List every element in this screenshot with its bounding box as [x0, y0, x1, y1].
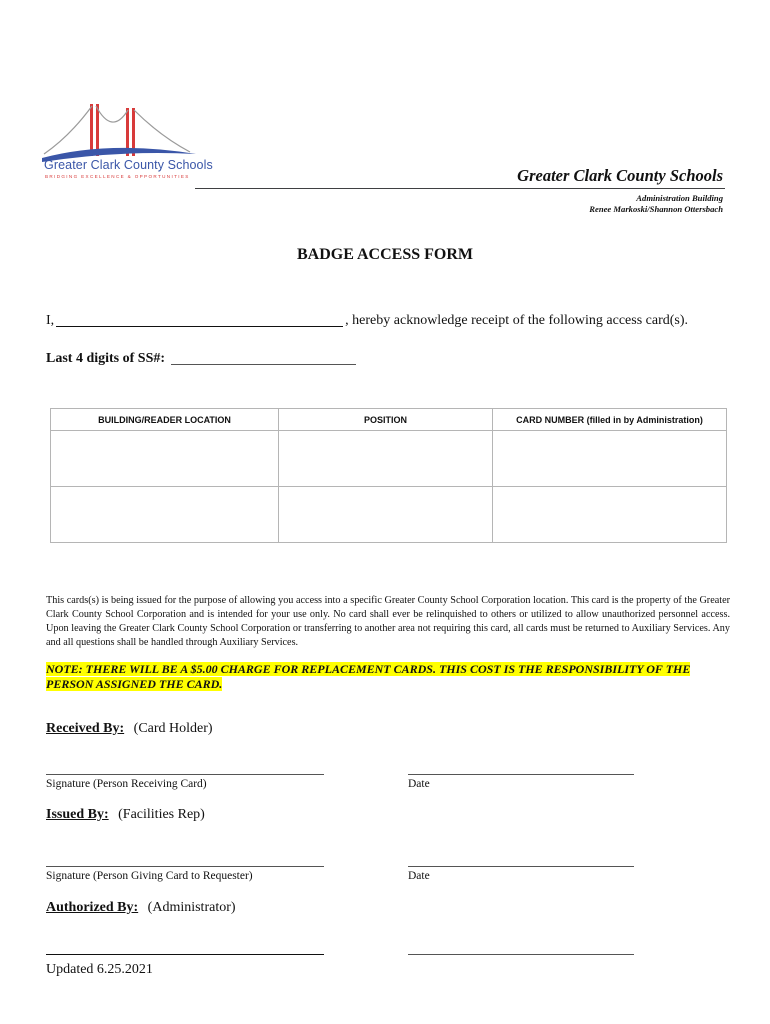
issued-signature-caption: Signature (Person Giving Card to Requester): [46, 870, 253, 882]
form-title: BADGE ACCESS FORM: [296, 246, 474, 263]
table-cell[interactable]: [51, 487, 279, 543]
replacement-note: [46, 662, 730, 692]
org-building: Administration Building: [636, 193, 723, 203]
ss-line: [46, 350, 356, 367]
issued-by-role: (Facilities Rep): [118, 807, 205, 822]
table-cell[interactable]: [279, 487, 493, 543]
col-card-number: CARD NUMBER (filled in by Administration): [493, 409, 727, 431]
bridge-logo-icon: [40, 96, 200, 166]
table-row: [51, 431, 727, 487]
district-logo: [40, 96, 200, 186]
received-by-role: (Card Holder): [133, 721, 213, 736]
issued-by-label: Issued By:: [46, 807, 109, 822]
header-divider: [195, 188, 725, 189]
terms-paragraph: This cards(s) is being issued for the purpose of allowing you access into a specific Greater County School Corporation location. This card is the property of the Greater Clark County School Corporation and is intended for your use only. No card shall ever be relinquished to others or utilized to allow unauthorized personnel access. Upon leaving the Greater Clark County School Corporation or transferring to another area not requiring this card, all cards must be returned to Auxiliary Services. Any and all questions shall be handled through Auxiliary Services.: [46, 595, 730, 648]
received-date-caption: Date: [408, 778, 430, 790]
org-title: Greater Clark County Schools: [517, 166, 723, 185]
note-highlight: NOTE: THERE WILL BE A $5.00 CHARGE FOR REPLACEMENT CARDS. THIS COST IS THE RESPONSIBILITY OF THE PERSON ASSIGNED THE CARD.: [46, 662, 691, 691]
acknowledge-line: [46, 311, 688, 329]
ss-blank-field[interactable]: [171, 350, 356, 365]
ack-suffix: , hereby acknowledge receipt of the following access card(s).: [345, 313, 689, 328]
authorized-date-line[interactable]: [408, 954, 634, 955]
table-header-row: [51, 409, 727, 431]
table-cell[interactable]: [493, 487, 727, 543]
table-cell[interactable]: [279, 431, 493, 487]
received-by-heading: [46, 721, 213, 737]
ss-label: Last 4 digits of SS#:: [46, 351, 166, 366]
received-date-line[interactable]: [408, 774, 634, 775]
logo-name-text: Greater Clark County Schools: [44, 158, 213, 172]
received-by-label: Received By:: [46, 721, 125, 736]
org-contacts: Renee Markoski/Shannon Ottersbach: [589, 204, 723, 214]
ack-prefix: I,: [46, 313, 55, 328]
received-signature-line[interactable]: [46, 774, 324, 775]
authorized-by-heading: [46, 900, 236, 916]
logo-tagline-text: BRIDGING EXCELLENCE & OPPORTUNITIES: [45, 174, 190, 179]
table-cell[interactable]: [493, 431, 727, 487]
received-signature-caption: Signature (Person Receiving Card): [46, 778, 207, 790]
col-position: POSITION: [279, 409, 493, 431]
issued-date-caption: Date: [408, 870, 430, 882]
authorized-by-role: (Administrator): [147, 900, 236, 915]
col-building-location: BUILDING/READER LOCATION: [51, 409, 279, 431]
issued-date-line[interactable]: [408, 866, 634, 867]
issued-signature-line[interactable]: [46, 866, 324, 867]
name-blank-field[interactable]: [56, 311, 343, 327]
table-row: [51, 487, 727, 543]
issued-by-heading: [46, 807, 205, 823]
authorized-by-label: Authorized By:: [46, 900, 139, 915]
access-table: [50, 408, 727, 543]
updated-date: Updated 6.25.2021: [46, 962, 153, 977]
authorized-signature-line[interactable]: [46, 954, 324, 955]
table-cell[interactable]: [51, 431, 279, 487]
